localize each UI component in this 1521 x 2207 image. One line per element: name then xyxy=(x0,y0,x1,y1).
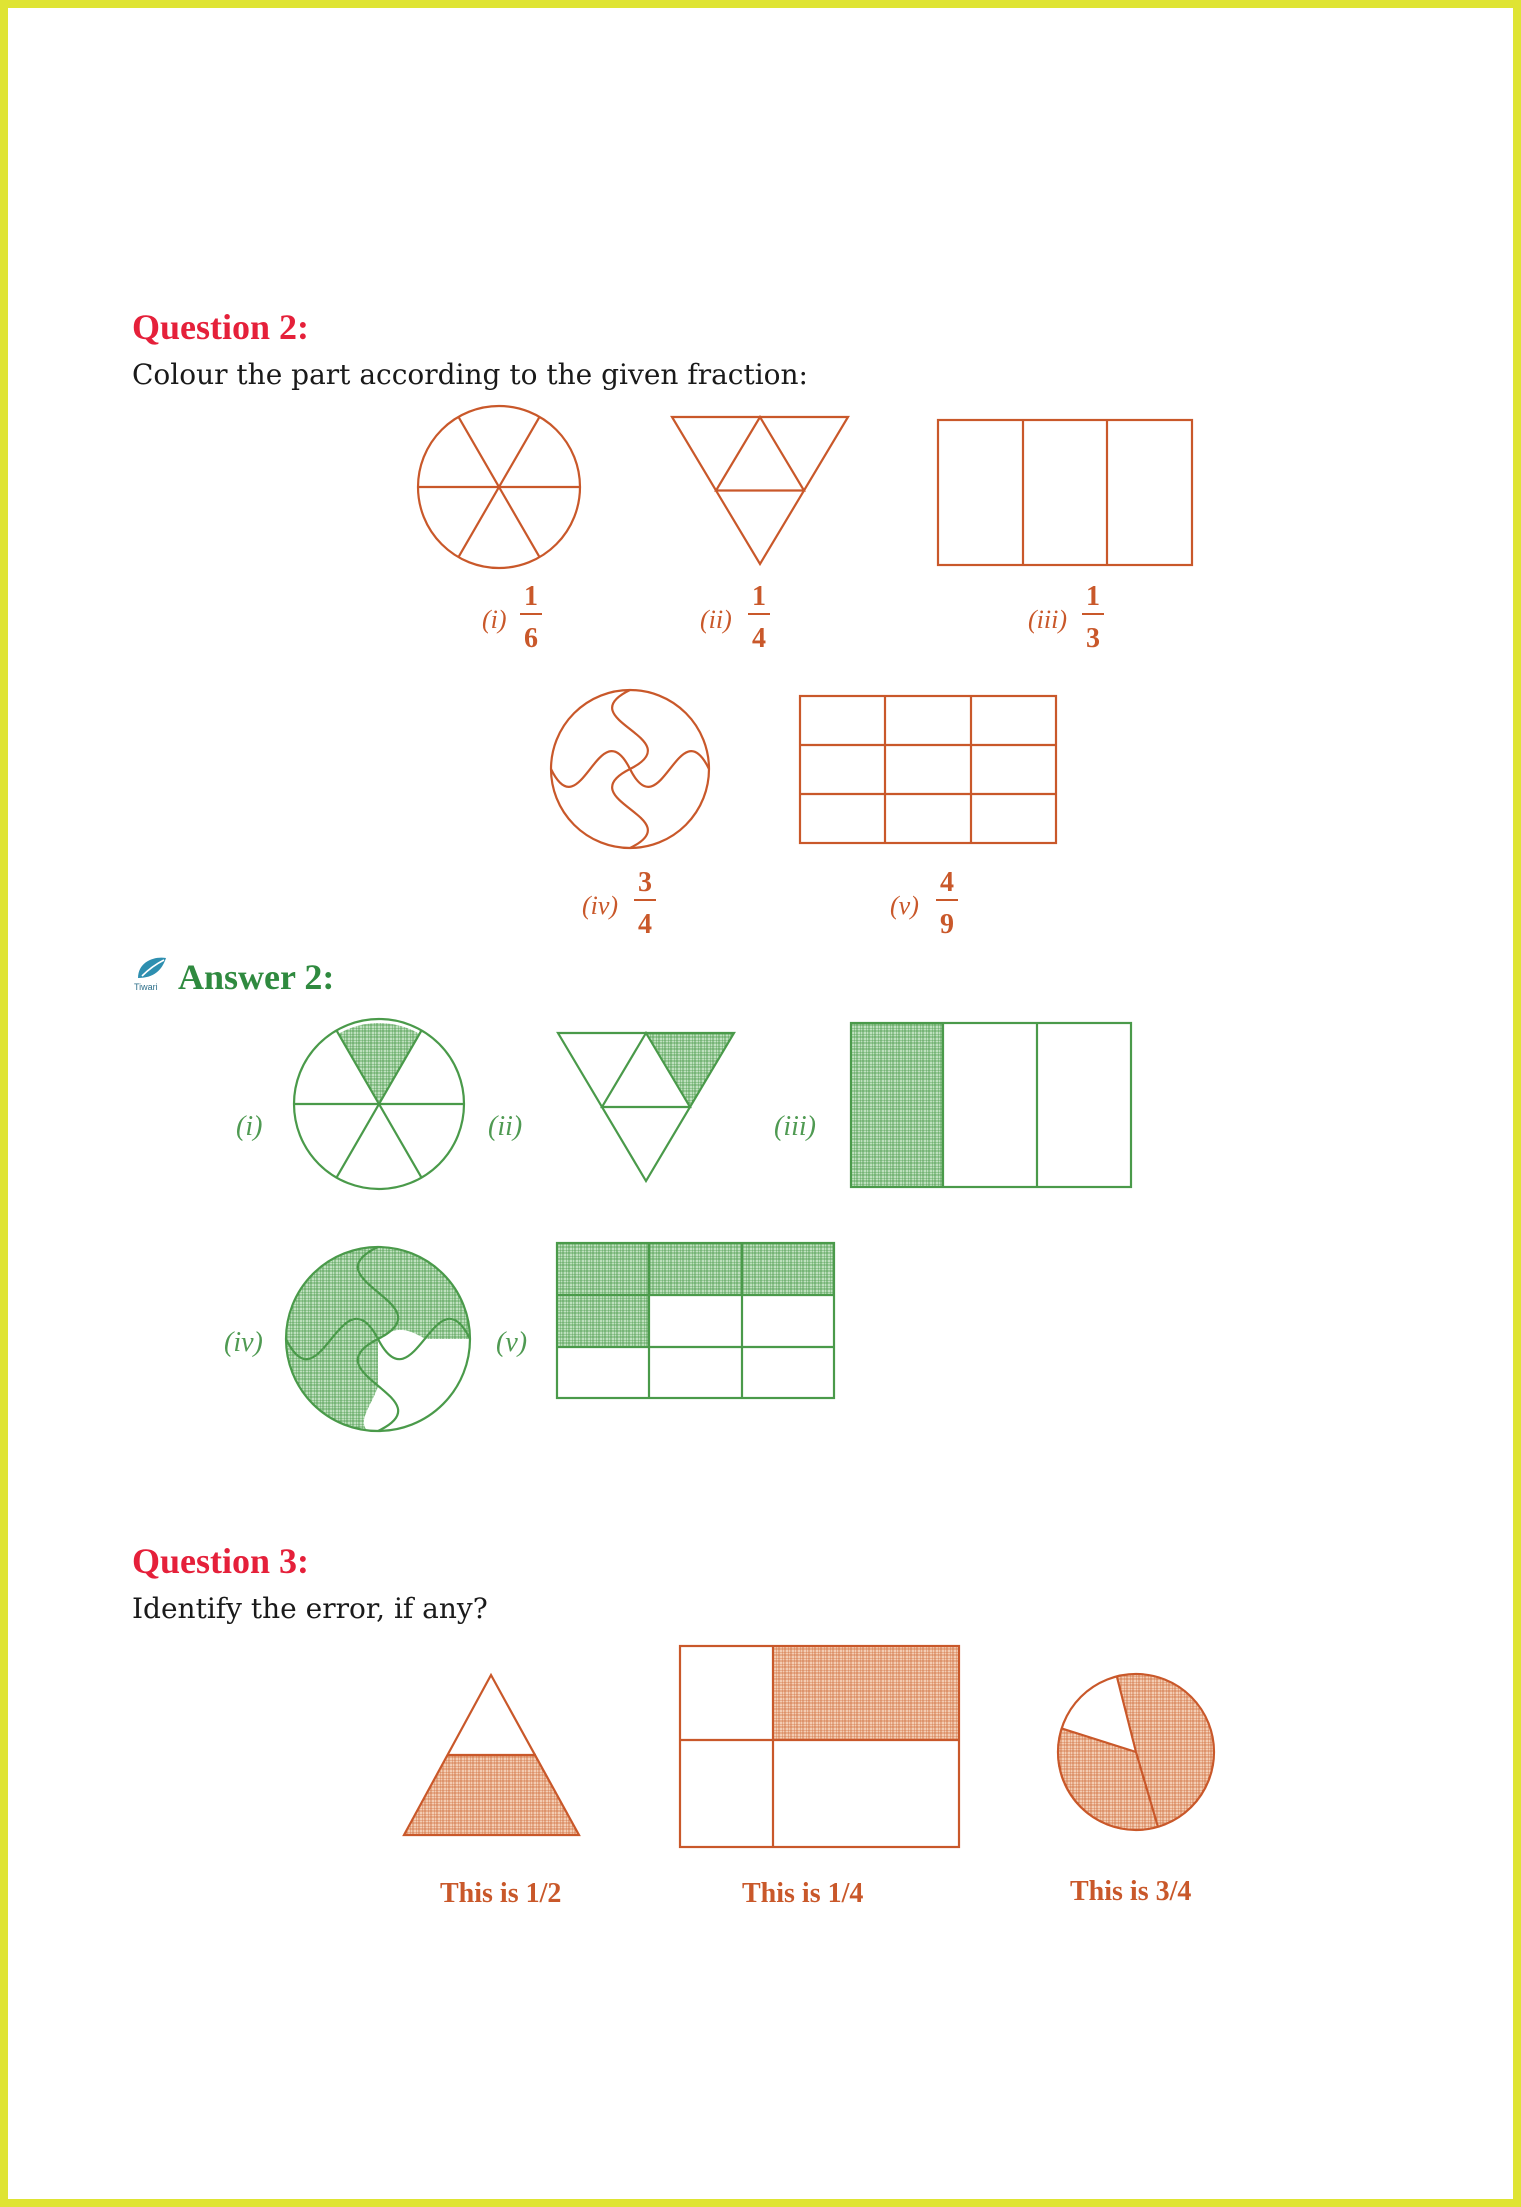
q2-label-v: (v) xyxy=(890,891,919,920)
q2-label-iv: (iv) xyxy=(582,891,619,920)
q3-figure-triangle xyxy=(404,1675,579,1835)
question-2-prompt: Colour the part according to the given fraction: xyxy=(132,358,808,391)
q2-figure-iii-rectangle xyxy=(938,420,1192,565)
question-3-heading: Question 3: xyxy=(132,1541,310,1581)
answer-2-heading: Answer 2: xyxy=(178,957,335,997)
a2-figure-v-grid xyxy=(557,1243,834,1398)
q2-denominator-ii: 4 xyxy=(752,623,766,654)
q2-figure-i-circle xyxy=(418,406,580,568)
q3-figure-circle xyxy=(1057,1674,1214,1830)
answer-logo xyxy=(132,952,172,992)
logo-text: Tiwari xyxy=(134,982,158,992)
a2-label-ii: (ii) xyxy=(488,1111,523,1142)
a2-figure-i-circle xyxy=(294,1019,464,1189)
q3-caption-rectangle: This is 1/4 xyxy=(742,1878,864,1909)
a2-label-iii: (iii) xyxy=(774,1111,816,1142)
a2-label-v: (v) xyxy=(496,1327,528,1358)
a2-figure-ii-triangle xyxy=(558,1033,734,1181)
a2-figure-iii-rectangle xyxy=(851,1023,1131,1187)
question-2-heading: Question 2: xyxy=(132,307,310,347)
q2-label-i: (i) xyxy=(482,605,507,634)
q3-figure-rectangle xyxy=(680,1646,959,1847)
q2-numerator-ii: 1 xyxy=(752,581,766,612)
q3-caption-triangle: This is 1/2 xyxy=(440,1878,562,1909)
a2-label-i: (i) xyxy=(236,1111,263,1142)
q2-figure-v-grid xyxy=(800,696,1056,843)
a2-label-iv: (iv) xyxy=(224,1327,263,1358)
a2-figure-iv-swirl-circle xyxy=(278,1239,478,1439)
q2-figure-ii-triangle xyxy=(672,417,848,564)
q2-label-ii: (ii) xyxy=(700,605,732,634)
q2-numerator-iii: 1 xyxy=(1086,581,1100,612)
q2-denominator-iv: 4 xyxy=(638,909,652,940)
q3-caption-circle: This is 3/4 xyxy=(1070,1876,1192,1907)
question-3-prompt: Identify the error, if any? xyxy=(132,1592,488,1625)
q2-figure-iv-swirl-circle xyxy=(551,690,709,848)
q2-label-iii: (iii) xyxy=(1028,605,1067,634)
q2-numerator-iv: 3 xyxy=(638,867,652,898)
leaf-logo-icon xyxy=(132,952,172,992)
q2-denominator-i: 6 xyxy=(524,623,538,654)
q2-denominator-v: 9 xyxy=(940,909,954,940)
q2-denominator-iii: 3 xyxy=(1086,623,1100,654)
q2-numerator-v: 4 xyxy=(940,867,954,898)
q2-numerator-i: 1 xyxy=(524,581,538,612)
